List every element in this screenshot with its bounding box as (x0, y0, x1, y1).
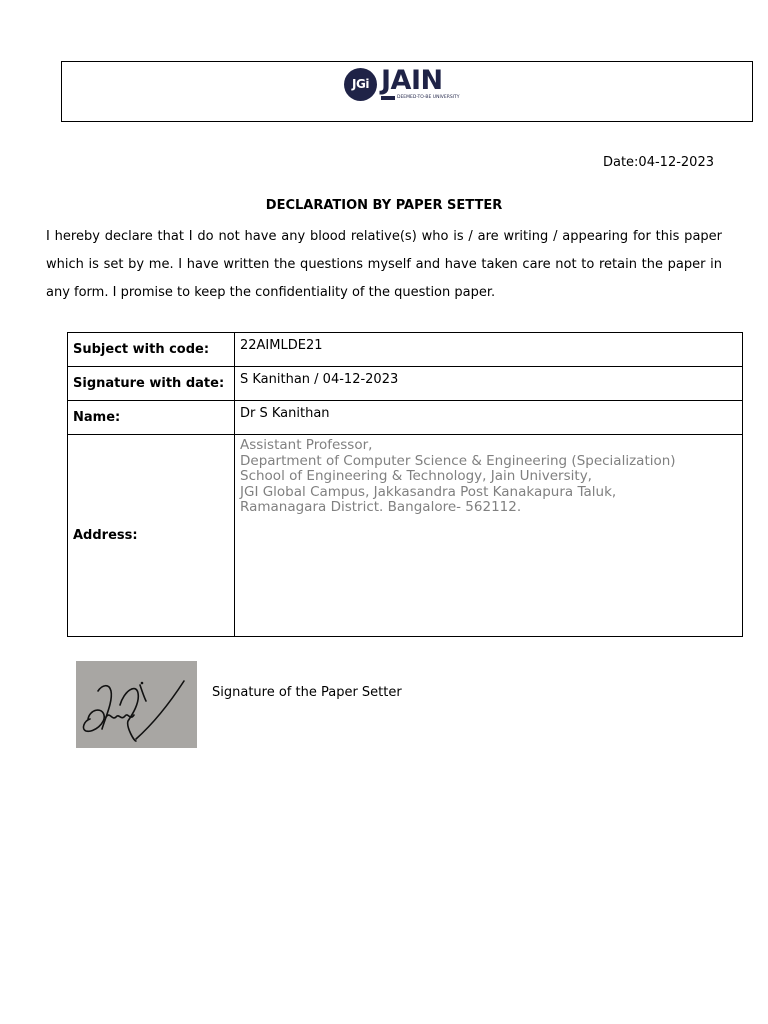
table-row-name (68, 401, 743, 435)
table-row-address (68, 435, 743, 637)
address-line: JGI Global Campus, Jakkasandra Post Kanakapura Taluk, (240, 483, 617, 500)
address-cell (235, 435, 743, 637)
address-line: Department of Computer Science & Engineering (Specialization) (240, 452, 676, 469)
subject-cell (235, 333, 743, 367)
declaration-text: I hereby declare that I do not have any blood relative(s) who is / are writing / appearing for this paper which is set by me. I have written the questions myself and have taken care not to retain the paper in any form. I promise to keep the confidentiality of the question paper. (46, 229, 722, 300)
name-cell (235, 401, 743, 435)
address-line: Assistant Professor, (240, 437, 373, 453)
name-label: Name: (68, 401, 235, 435)
date-line: Date:04-12-2023 (602, 155, 714, 170)
logo-bar (381, 96, 395, 100)
signature-label: Signature with date: (68, 367, 235, 401)
subject-label: Subject with code: (68, 333, 235, 367)
address-label: Address: (68, 435, 235, 637)
handwritten-signature-icon (76, 661, 197, 748)
table-row-signature (68, 367, 743, 401)
subject-value: 22AIMLDE21 (240, 338, 323, 353)
signature-caption: Signature of the Paper Setter (212, 685, 402, 700)
logo-wordmark: JAIN (381, 64, 443, 96)
table-row-subject (68, 333, 743, 367)
jain-university-logo (344, 64, 460, 101)
logo-subtext: DEEMED-TO-BE UNIVERSITY (397, 94, 460, 100)
header-box (61, 61, 753, 122)
logo-badge: JGi (344, 68, 377, 101)
address-value (240, 435, 737, 516)
signature-value: S Kanithan / 04-12-2023 (240, 372, 399, 387)
setter-info-table (67, 332, 743, 637)
signature-image (76, 661, 197, 748)
address-line: Ramanagara District. Bangalore- 562112. (240, 499, 522, 516)
signature-cell (235, 367, 743, 401)
name-value: Dr S Kanithan (240, 406, 330, 421)
address-line: School of Engineering & Technology, Jain University, (240, 468, 592, 485)
page-title: DECLARATION BY PAPER SETTER (265, 198, 503, 213)
